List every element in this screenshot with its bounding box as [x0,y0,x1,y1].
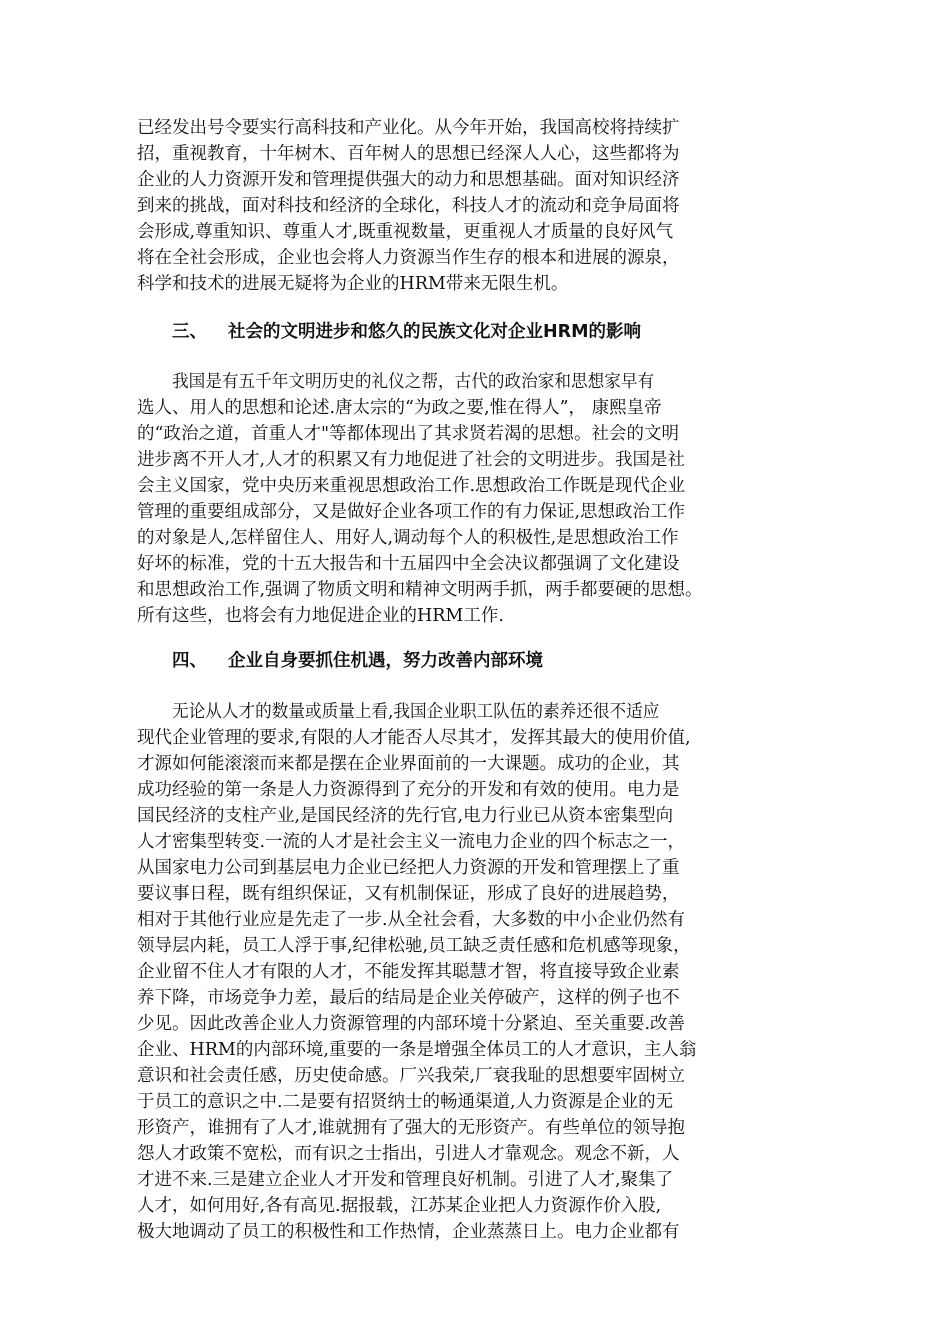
text-line: 成功经验的第一条是人力资源得到了充分的开发和有效的使用。电力是 [137,780,680,800]
text-line: 现代企业管理的要求,有限的人才能否人尽其才，发挥其最大的使用价值, [137,728,691,748]
section-heading [172,649,543,674]
text-line: 选人、用人的思想和论述.唐太宗的“为政之要,惟在得人”， 康熙皇帝 [137,398,662,418]
text-line: 养下降，市场竞争力差，最后的结局是企业关停破产，这样的例子也不 [137,988,680,1008]
text-line: 从国家电力公司到基层电力企业已经把人力资源的开发和管理摆上了重 [137,858,680,878]
text-line: 人才，如何用好,各有高见.据报载，江苏某企业把人力资源作价入股, [137,1196,662,1216]
text-line: 将在全社会形成，企业也会将人力资源当作生存的根本和进展的源泉， [137,248,680,268]
section-title: 企业自身要抓住机遇，努力改善内部环境 [228,651,543,671]
text-line: 招，重视教育，十年树木、百年树人的思想已经深人人心，这些都将为 [137,144,680,164]
text-line: 会形成,尊重知识、尊重人才,既重视数量，更重视人才质量的良好风气 [137,222,674,242]
text-line: 好坏的标准，党的十五大报告和十五届四中全会决议都强调了文化建设 [137,554,680,574]
text-line: 的“政治之道，首重人才"等都体现出了其求贤若渴的思想。社会的文明 [137,424,679,444]
text-line: 所有这些，也将会有力地促进企业的HRM工作. [137,606,504,626]
text-line: 少见。因此改善企业人力资源管理的内部环境十分紧迫、至关重要.改善 [137,1014,686,1034]
text-line: 极大地调动了员工的积极性和工作热情，企业蒸蒸日上。电力企业都有 [137,1222,680,1242]
text-line: 于员工的意识之中.二是要有招贤纳士的畅通渠道,人力资源是企业的无 [137,1092,674,1112]
text-line: 无论从人才的数量或质量上看,我国企业职工队伍的素养还很不适应 [172,702,660,722]
text-line: 要议事日程，既有组织保证，又有机制保证，形成了良好的进展趋势， [137,884,680,904]
text-line: 科学和技术的进展无疑将为企业的HRM带来无限生机。 [137,274,569,294]
section-heading [172,320,641,345]
text-line: 国民经济的支柱产业,是国民经济的先行官,电力行业已从资本密集型向 [137,806,674,826]
text-line: 和思想政治工作,强调了物质文明和精神文明两手抓，两手都要硬的思想。 [137,580,703,600]
text-line: 已经发出号令要实行高科技和产业化。从今年开始，我国高校将持续扩 [137,118,680,138]
text-line: 意识和社会责任感，历史使命感。厂兴我荣,厂衰我耻的思想要牢固树立 [137,1066,686,1086]
text-line: 怨人才政策不宽松，而有识之士指出，引进人才靠观念。观念不新，人 [137,1144,680,1164]
text-line: 进步离不开人才,人才的积累又有力地促进了社会的文明进步。我国是社 [137,450,686,470]
text-line: 才源如何能滚滚而来都是摆在企业界面前的一大课题。成功的企业，其 [137,754,680,774]
text-line: 企业留不住人才有限的人才，不能发挥其聪慧才智，将直接导致企业素 [137,962,680,982]
text-line: 相对于其他行业应是先走了一步.从全社会看，大多数的中小企业仍然有 [137,910,686,930]
text-line: 企业、HRM的内部环境,重要的一条是增强全体员工的人才意识，主人翁 [137,1040,697,1060]
text-line: 我国是有五千年文明历史的礼仪之帮，古代的政治家和思想家早有 [172,372,655,392]
text-line: 到来的挑战，面对科技和经济的全球化，科技人才的流动和竞争局面将 [137,196,680,216]
section-title: 社会的文明进步和悠久的民族文化对企业HRM的影响 [228,322,642,342]
text-line: 的对象是人,怎样留住人、用好人,调动每个人的积极性,是思想政治工作 [137,528,679,548]
section-number: 四、 [172,651,207,671]
text-line: 企业的人力资源开发和管理提供强大的动力和思想基础。面对知识经济 [137,170,680,190]
text-line: 形资产，谁拥有了人才,谁就拥有了强大的无形资产。有些单位的领导抱 [137,1118,686,1138]
text-line: 领导层内耗，员工人浮于事,纪律松驰,员工缺乏责任感和危机感等现象， [137,936,691,956]
text-line: 人才密集型转变.一流的人才是社会主义一流电力企业的四个标志之一， [137,832,686,852]
section-number: 三、 [172,322,207,342]
text-line: 会主义国家，党中央历来重视思想政治工作.思想政治工作既是现代企业 [137,476,686,496]
text-line: 才进不来.三是建立企业人才开发和管理良好机制。引进了人才,聚集了 [137,1170,674,1190]
text-line: 管理的重要组成部分，又是做好企业各项工作的有力保证,思想政治工作 [137,502,686,522]
